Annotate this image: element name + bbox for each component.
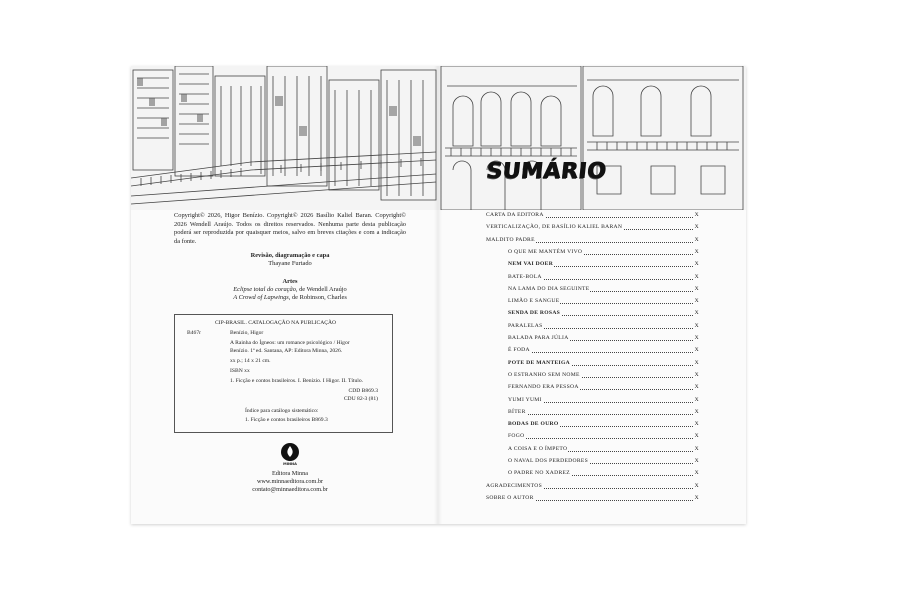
toc-entry-page: X	[694, 408, 699, 415]
toc-entry-page: X	[694, 322, 699, 329]
toc-leader-dots	[508, 438, 693, 439]
toc-entry	[508, 286, 699, 297]
toc-entry-page: X	[694, 371, 699, 378]
cip-line-5: 1. Ficção e contos brasileiros. I. Benízio. I Higor. II. Título.	[230, 378, 364, 384]
cip-line-4: ISBN xx	[230, 368, 250, 374]
cip-author: Benízio, Higor	[230, 330, 264, 336]
toc-entry-page: X	[694, 224, 699, 231]
toc-entry-label: PARALELAS	[508, 322, 543, 329]
toc-entry	[508, 458, 699, 469]
toc-entry-page: X	[694, 236, 699, 243]
copyright-notice: Copyright© 2026, Higor Benízio. Copyright© 2026 Basílio Kaliel Baran. Copyright© 2026 Wendell Araújo. Todos os direitos reservados. Nenhuma parte desta publicação poderá ser reproduzida por quaisquer meios, salvo em breves citações e com a indicação da fonte.	[174, 212, 406, 245]
toc-entry-page: X	[694, 445, 699, 452]
toc-entry	[508, 433, 699, 444]
revision-name: Thayane Furtado	[268, 260, 312, 268]
revision-heading: Revisão, diagramação e capa	[250, 252, 330, 259]
toc-entry-label: BALADA PARA JÚLIA	[508, 335, 569, 341]
revision-credit	[174, 252, 406, 268]
toc-entry-label: O ESTRANHO SEM NOME	[508, 371, 580, 378]
toc-entry	[508, 323, 699, 334]
publisher-site: www.minnaeditora.com.br	[256, 478, 324, 486]
toc-entry	[508, 397, 699, 408]
toc-entry	[508, 261, 699, 272]
toc-entry	[486, 237, 699, 248]
cip-cdd: CDD B869.3	[348, 388, 378, 394]
toc-entry	[486, 483, 699, 494]
arts-line-2	[174, 294, 406, 302]
toc-entry-label: CARTA DA EDITORA	[486, 212, 544, 218]
toc-entry-page: X	[694, 482, 699, 489]
toc-entry	[508, 470, 699, 481]
toc-entry	[508, 360, 699, 371]
publisher-logo-icon	[281, 443, 299, 461]
toc-heading: SUMÁRIO	[484, 159, 608, 184]
toc-entry-label: AGRADECIMENTOS	[486, 482, 542, 489]
toc-entry-label: A COISA E O ÍMPETO	[508, 445, 568, 452]
toc-entry-page: X	[694, 298, 699, 305]
toc-entry-page: X	[694, 359, 699, 366]
toc-entry	[508, 384, 699, 395]
toc-entry-page: X	[694, 396, 699, 403]
toc-entry-label: O QUE ME MANTÉM VIVO	[508, 248, 583, 255]
toc-entry-page: X	[694, 421, 699, 428]
toc-entry-page: X	[694, 470, 699, 477]
toc-entry-label: O PADRE NO XADREZ	[508, 470, 570, 477]
toc-entry-page: X	[694, 433, 699, 440]
toc-entry-label: YUMI YUMI	[508, 396, 542, 403]
toc-entry-page: X	[694, 261, 699, 268]
toc-entry	[508, 372, 699, 383]
toc-entry-page: X	[694, 310, 699, 317]
cip-index-item: 1. Ficção e contos brasileiros B869.3	[245, 417, 328, 423]
toc-entry-label: FERNANDO ERA PESSOA	[508, 384, 579, 391]
publisher-info	[174, 470, 406, 495]
toc-entry	[486, 212, 699, 223]
toc-entry-label: NA LAMA DO DIA SEGUINTE	[508, 285, 590, 292]
publisher-email: contato@minnaeditora.com.br	[252, 486, 328, 494]
toc-entry	[508, 298, 699, 309]
toc-entry	[508, 409, 699, 420]
logo-label: MINNA	[283, 462, 297, 466]
toc-entry-page: X	[694, 347, 699, 354]
toc-leader-dots	[508, 414, 693, 415]
toc-entry	[508, 421, 699, 432]
cip-index-title: Índice para catálogo sistemático:	[245, 408, 319, 414]
toc-entry-label: SOBRE O AUTOR	[486, 494, 534, 501]
cip-line-3: xx p.; 14 x 21 cm.	[230, 358, 271, 364]
publisher-name: Editora Minna	[272, 470, 308, 477]
toc-entry-label: BATE-BOLA	[508, 273, 542, 280]
toc-entry-page: X	[694, 494, 699, 501]
toc-entry-label: O NAVAL DOS PERDEDORES	[508, 458, 589, 464]
cip-line-1: A Rainha do Ígneos: um romance psicológico / Higor	[230, 340, 350, 346]
cip-title: CIP-BRASIL. CATALOGAÇÃO NA PUBLICAÇÃO	[215, 320, 337, 326]
toc-entry-page: X	[694, 335, 699, 341]
toc-entry-label: BODAS DE OURO	[508, 421, 559, 428]
cip-line-2: Benízio. 1ª ed. Santana, AP: Editora Minna, 2026.	[230, 348, 343, 354]
arts-line-1	[174, 286, 406, 294]
toc-leader-dots	[508, 352, 693, 353]
cip-code: B467r	[187, 330, 201, 336]
arts-credit	[174, 278, 406, 303]
toc-entry-label: SENDA DE ROSAS	[508, 310, 561, 317]
toc-entry	[508, 274, 699, 285]
toc-entry-label: É FODA	[508, 347, 530, 354]
toc-entry-label: VERTICALIZAÇÃO, DE BASÍLIO KALIEL BARAN	[486, 224, 623, 231]
toc-entry-label: FOGO	[508, 433, 525, 440]
toc-entry	[508, 335, 699, 346]
book-spread	[131, 66, 746, 524]
arts-line-1-author: , de Wendell Araújo	[295, 286, 347, 294]
cip-cdu: CDU 82-3 (81)	[343, 396, 378, 402]
toc-entry	[508, 347, 699, 358]
toc-entry	[508, 249, 699, 260]
toc-entry-label: BÍTER	[508, 408, 526, 415]
arts-line-2-author: , de Robinson, Charles	[288, 294, 347, 302]
toc-entry	[486, 495, 699, 506]
toc-entry	[508, 446, 699, 457]
toc-entry-label: MALDITO PADRE	[486, 236, 535, 243]
toc-entry-label: LIMÃO E SANGUE	[508, 298, 560, 305]
toc-entry-page: X	[694, 285, 699, 292]
toc-entry-page: X	[694, 273, 699, 280]
toc-entry-page: X	[694, 248, 699, 255]
toc-entry-page: X	[694, 212, 699, 218]
toc-entry	[486, 224, 699, 235]
toc-entry-page: X	[694, 384, 699, 391]
copyright-page	[131, 66, 438, 524]
arts-line-2-title: A Crowd of Lapwings	[233, 294, 289, 302]
toc-entry	[508, 310, 699, 321]
toc-entry-label: POTE DE MANTEIGA	[508, 359, 570, 366]
toc-entry-page: X	[694, 458, 699, 464]
toc-entry-label: NEM VAI DOER	[508, 261, 554, 268]
arts-line-1-title: Eclipse total do coração	[233, 286, 296, 294]
arts-heading: Artes	[282, 278, 298, 285]
cip-catalog-box	[174, 314, 393, 433]
